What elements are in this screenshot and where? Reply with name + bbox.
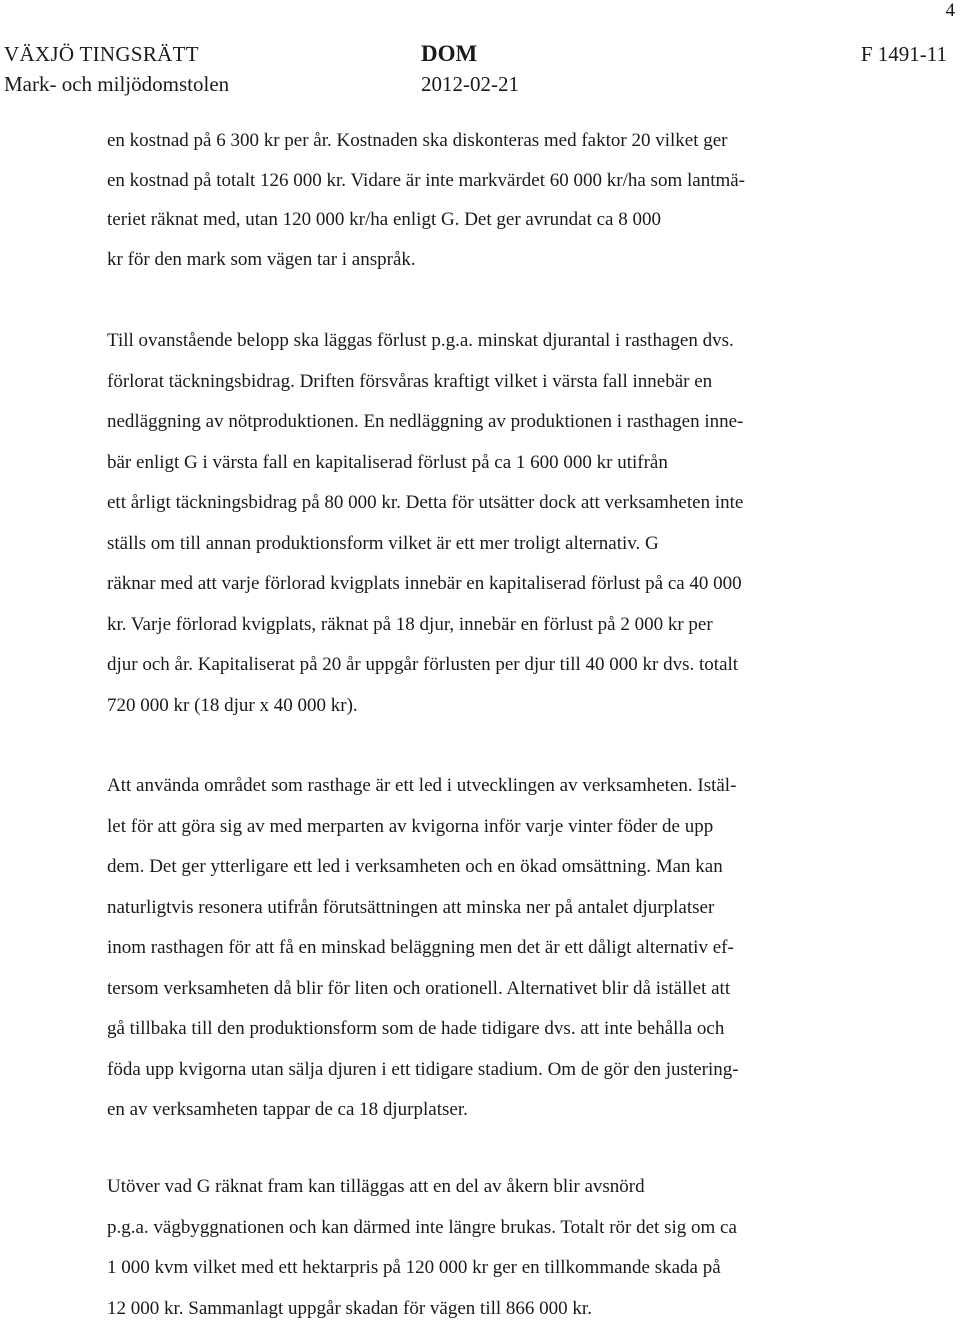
- text-line: kr. Varje förlorad kvigplats, räknat på 18 djur, innebär en förlust på 2 000 kr per: [107, 605, 907, 646]
- paragraph-4: [107, 1167, 907, 1329]
- text-line: en kostnad på totalt 126 000 kr. Vidare är inte markvärdet 60 000 kr/ha som lantmä-: [107, 161, 907, 201]
- paragraph-3: [107, 766, 907, 1131]
- document-type: DOM: [421, 39, 519, 69]
- text-line: teriet räknat med, utan 120 000 kr/ha enligt G. Det ger avrundat ca 8 000: [107, 200, 907, 240]
- header-case-block: [861, 39, 947, 69]
- text-line: kr för den mark som vägen tar i anspråk.: [107, 240, 907, 280]
- text-line: 720 000 kr (18 djur x 40 000 kr).: [107, 686, 907, 727]
- text-line: p.g.a. vägbyggnationen och kan därmed inte längre brukas. Totalt rör det sig om ca: [107, 1208, 907, 1249]
- page-number: 4: [946, 0, 956, 22]
- text-line: Att använda området som rasthage är ett led i utvecklingen av verksamheten. Istäl-: [107, 766, 907, 807]
- text-line: förlorat täckningsbidrag. Driften försvåras kraftigt vilket i värsta fall innebär en: [107, 362, 907, 403]
- case-number: F 1491-11: [861, 39, 947, 69]
- header-court-block: [4, 39, 229, 99]
- text-line: Till ovanstående belopp ska läggas förlust p.g.a. minskat djurantal i rasthagen dvs.: [107, 321, 907, 362]
- text-line: tersom verksamheten då blir för liten och orationell. Alternativet blir då istället att: [107, 969, 907, 1010]
- text-line: en av verksamheten tappar de ca 18 djurplatser.: [107, 1090, 907, 1131]
- text-line: bär enligt G i värsta fall en kapitaliserad förlust på ca 1 600 000 kr utifrån: [107, 443, 907, 484]
- court-department: Mark- och miljödomstolen: [4, 69, 229, 99]
- document-date: 2012-02-21: [421, 69, 519, 99]
- text-line: djur och år. Kapitaliserat på 20 år uppgår förlusten per djur till 40 000 kr dvs. totalt: [107, 645, 907, 686]
- text-line: dem. Det ger ytterligare ett led i verksamheten och en ökad omsättning. Man kan: [107, 847, 907, 888]
- text-line: föda upp kvigorna utan sälja djuren i ett tidigare stadium. Om de gör den justering-: [107, 1050, 907, 1091]
- text-line: Utöver vad G räknat fram kan tilläggas att en del av åkern blir avsnörd: [107, 1167, 907, 1208]
- text-line: ett årligt täckningsbidrag på 80 000 kr. Detta för utsätter dock att verksamheten inte: [107, 483, 907, 524]
- court-name: VÄXJÖ TINGSRÄTT: [4, 39, 229, 69]
- text-line: naturligtvis resonera utifrån förutsättningen att minska ner på antalet djurplatser: [107, 888, 907, 929]
- text-line: 1 000 kvm vilket med ett hektarpris på 120 000 kr ger en tillkommande skada på: [107, 1248, 907, 1289]
- text-line: en kostnad på 6 300 kr per år. Kostnaden ska diskonteras med faktor 20 vilket ger: [107, 121, 907, 161]
- text-line: 12 000 kr. Sammanlagt uppgår skadan för vägen till 866 000 kr.: [107, 1289, 907, 1329]
- text-line: let för att göra sig av med merparten av kvigorna inför varje vinter föder de upp: [107, 807, 907, 848]
- text-line: ställs om till annan produktionsform vilket är ett mer troligt alternativ. G: [107, 524, 907, 565]
- paragraph-1: [107, 121, 907, 279]
- text-line: nedläggning av nötproduktionen. En nedläggning av produktionen i rasthagen inne-: [107, 402, 907, 443]
- header-document-block: [421, 39, 519, 99]
- text-line: inom rasthagen för att få en minskad beläggning men det är ett dåligt alternativ ef-: [107, 928, 907, 969]
- paragraph-2: [107, 321, 907, 726]
- text-line: gå tillbaka till den produktionsform som de hade tidigare dvs. att inte behålla och: [107, 1009, 907, 1050]
- text-line: räknar med att varje förlorad kvigplats innebär en kapitaliserad förlust på ca 40 000: [107, 564, 907, 605]
